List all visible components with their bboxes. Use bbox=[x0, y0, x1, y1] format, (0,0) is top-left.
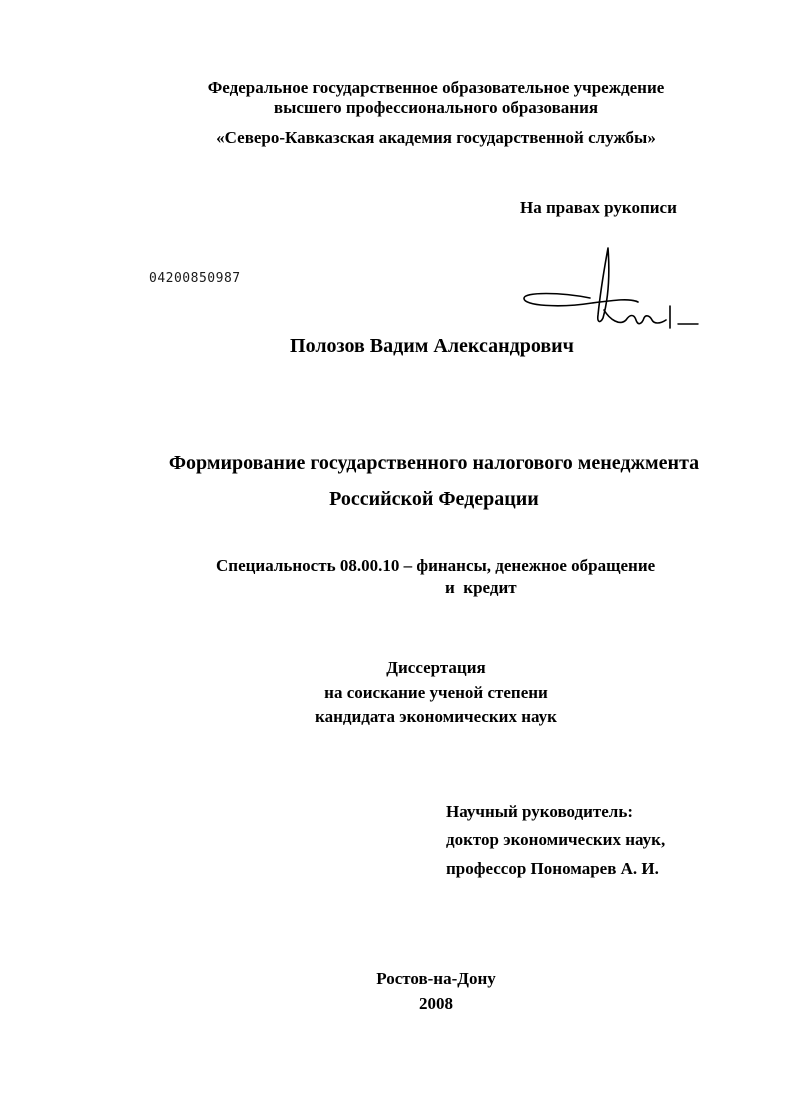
rights-note: На правах рукописи bbox=[520, 198, 677, 217]
institution-line-3: «Северо-Кавказская академия государственной службы» bbox=[216, 128, 656, 147]
title-line-2: Российской Федерации bbox=[329, 488, 539, 510]
dissertation-line-2: на соискание ученой степени bbox=[324, 683, 548, 702]
year: 2008 bbox=[419, 994, 453, 1013]
institution-line-2: высшего профессионального образования bbox=[273, 98, 599, 117]
signature-image bbox=[520, 240, 710, 340]
city: Ростов-на-Дону bbox=[376, 969, 496, 988]
supervisor-label: Научный руководитель: bbox=[446, 802, 633, 821]
author-name: Полозов Вадим Александрович bbox=[290, 335, 574, 357]
supervisor-degree: доктор экономических наук, bbox=[446, 830, 666, 849]
dissertation-line-1: Диссертация bbox=[386, 658, 486, 677]
supervisor-name: профессор Пономарев А. И. bbox=[446, 859, 659, 878]
institution-line-1: Федеральное государственное образовательное учреждение bbox=[207, 78, 665, 97]
dissertation-line-3: кандидата экономических наук bbox=[315, 707, 557, 726]
document-number: 04200850987 bbox=[149, 271, 241, 286]
specialty-line-1: Специальность 08.00.10 – финансы, денежное обращение bbox=[216, 556, 656, 575]
title-line-1: Формирование государственного налогового менеджмента bbox=[168, 452, 700, 474]
specialty-line-2: и кредит bbox=[445, 578, 517, 597]
